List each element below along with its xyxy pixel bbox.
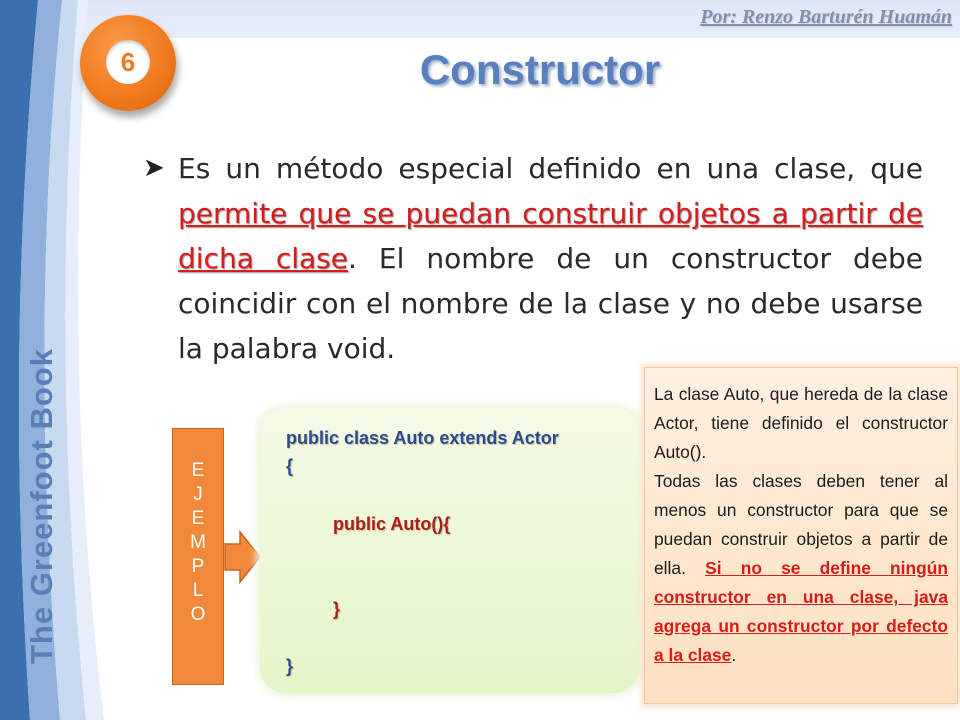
code-line-close-brace: } xyxy=(286,656,294,676)
ejemplo-letter: O xyxy=(190,604,206,625)
bullet-arrow-icon: ➤ xyxy=(143,153,165,183)
ejemplo-letter: M xyxy=(190,532,206,553)
ejemplo-letter: E xyxy=(191,460,205,481)
arrow-right-icon xyxy=(224,530,262,584)
ejemplo-letter: P xyxy=(191,556,205,577)
code-line-open-brace: { xyxy=(286,456,294,476)
note-text-part2: Todas las clases deben tener al menos un constructor para que se puedan construir objetos a partir de ella. xyxy=(654,471,948,578)
explanation-note-text xyxy=(654,380,948,670)
note-highlight: Si no se define ningún constructor en una clase, java agrega un constructor por defecto a la clase xyxy=(654,558,948,665)
slide-title: Constructor xyxy=(419,46,661,93)
book-title: The Greenfoot Book xyxy=(24,348,59,664)
code-line-class-declaration: public class Auto extends Actor xyxy=(286,428,559,448)
ejemplo-letter: J xyxy=(193,484,203,505)
note-end: . xyxy=(731,645,737,665)
code-line-constructor-close: } xyxy=(333,599,341,619)
code-line-constructor: public Auto(){ xyxy=(333,514,451,534)
code-example-box xyxy=(260,408,640,693)
ejemplo-letter: L xyxy=(192,580,204,601)
ejemplo-label-box xyxy=(172,428,224,685)
body-highlight: permite que se puedan construir objetos a partir de dicha clase xyxy=(178,197,923,275)
note-text-part1: La clase Auto, que hereda de la clase Actor, tiene definido el constructor Auto(). xyxy=(654,384,948,462)
body-paragraph xyxy=(178,146,923,371)
body-text-part2: . El nombre de un constructor debe coincidir con el nombre de la clase y no debe usarse la palabra void. xyxy=(178,242,923,365)
body-text-part1: Es un método especial definido en una clase, que xyxy=(178,152,923,185)
badge-number: 6 xyxy=(106,40,150,84)
ejemplo-letter: E xyxy=(191,508,205,529)
author-credit: Por: Renzo Barturén Huamán xyxy=(700,6,952,28)
